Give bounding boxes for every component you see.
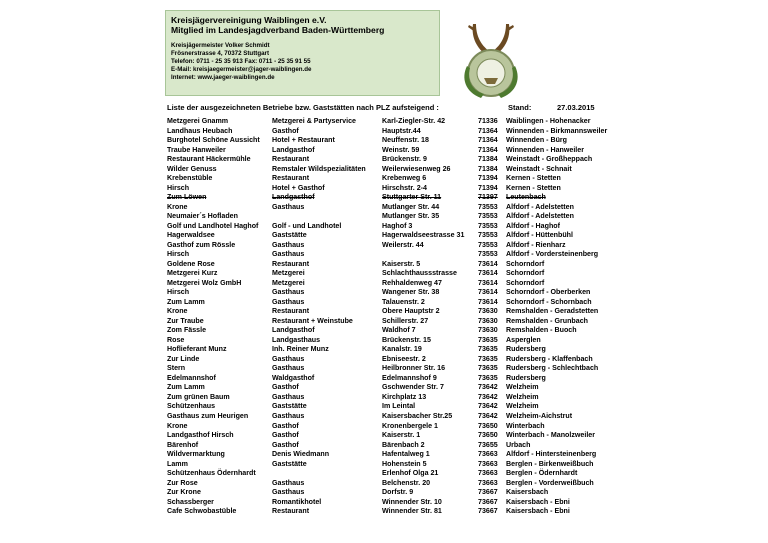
postal-code: 73630: [478, 326, 498, 335]
city-name: Rudersberg - Schlechtbach: [506, 364, 599, 373]
city-name: Alfdorf - Rienharz: [506, 240, 566, 249]
city-name: Kaisersbach - Ebni: [506, 497, 570, 506]
street-address: Winnender Str. 10: [382, 497, 442, 506]
business-name: Cafe Schwobastüble: [167, 507, 237, 516]
business-type: Metzgerei & Partyservice: [272, 117, 356, 125]
business-type: Gasthof: [272, 126, 299, 135]
business-type: Restaurant: [272, 259, 310, 268]
list-row: [0, 127, 768, 137]
postal-code: 73614: [478, 288, 498, 297]
city-name: Kaisersbach: [506, 488, 549, 497]
city-name: Berglen - Vorderweißbuch: [506, 478, 594, 487]
city-name: Winnenden - Bürg: [506, 136, 568, 145]
street-address: Ebniseestr. 2: [382, 354, 426, 363]
business-name: Zur Krone: [167, 488, 201, 497]
list-row: [0, 184, 768, 194]
business-type: Restaurant + Weinstube: [272, 316, 353, 325]
street-address: Krebenweg 6: [382, 174, 427, 183]
city-name: Alfdorf - Hintersteinenberg: [506, 450, 597, 459]
business-name: Zom Fässle: [167, 326, 207, 335]
postal-code: 73650: [478, 421, 498, 430]
business-type: Inh. Reiner Munz: [272, 345, 329, 354]
business-type: Gasthaus: [272, 240, 305, 249]
street-address: Waldhof 7: [382, 326, 416, 335]
postal-code: 73635: [478, 373, 498, 382]
business-name: Schassberger: [167, 497, 214, 506]
postal-code: 73614: [478, 269, 498, 278]
postal-code: 73553: [478, 240, 498, 249]
business-name: Edelmannshof: [167, 373, 216, 382]
street-address: Brückenstr. 9: [382, 155, 427, 164]
list-row: [0, 165, 768, 175]
city-name: Welzheim: [506, 392, 539, 401]
street-address: Rehhaldenweg 47: [382, 278, 442, 287]
city-name: Welzheim-Aichstrut: [506, 411, 573, 420]
list-row: [0, 269, 768, 279]
business-name: Zur Traube: [167, 316, 204, 325]
list-row: [0, 212, 768, 222]
list-row: [0, 250, 768, 260]
list-row: [0, 260, 768, 270]
city-name: Asperglen: [506, 335, 541, 344]
business-type: Landgasthof: [272, 326, 315, 335]
list-row: [0, 364, 768, 374]
street-address: Stuttgarter Str. 11: [382, 193, 442, 202]
postal-code: 73642: [478, 402, 498, 411]
business-type: Gaststätte: [272, 459, 307, 468]
city-name: Welzheim: [506, 402, 539, 411]
list-row: [0, 412, 768, 422]
postal-code: 73553: [478, 231, 498, 240]
street-address: Neuffenstr. 18: [382, 136, 429, 145]
street-address: Hohenstein 5: [382, 459, 427, 468]
city-name: Alfdorf - Hüttenbühl: [506, 231, 573, 240]
postal-code: 73663: [478, 478, 498, 487]
street-address: Kanalstr. 19: [382, 345, 422, 354]
business-name: Wildvermarktung: [167, 450, 225, 459]
business-type: Restaurant: [272, 174, 310, 183]
business-type: Gasthof: [272, 431, 299, 440]
street-address: Heilbronner Str. 16: [382, 364, 446, 373]
street-address: Hauptstr.44: [382, 126, 421, 135]
list-row: [0, 355, 768, 365]
business-type: Gasthaus: [272, 411, 305, 420]
business-name: Hirsch: [167, 183, 190, 192]
street-address: Hagerwaldseestrasse 31: [382, 231, 465, 240]
list-heading: Liste der ausgezeichneten Betriebe bzw. Gaststätten nach PLZ aufsteigend :: [167, 103, 439, 112]
business-name: Bärenhof: [167, 440, 199, 449]
list-row: [0, 393, 768, 403]
street-address: Im Leintal: [382, 402, 416, 411]
business-name: Hirsch: [167, 288, 190, 297]
street-address: Erlenhof Olga 21: [382, 469, 439, 478]
business-name: Zur Linde: [167, 354, 200, 363]
postal-code: 71364: [478, 126, 498, 135]
postal-code: 73635: [478, 364, 498, 373]
postal-code: 73655: [478, 440, 498, 449]
business-name: Hoflieferant Munz: [167, 345, 227, 354]
business-name: Burghotel Schöne Aussicht: [167, 136, 260, 145]
business-name: Goldene Rose: [167, 259, 215, 268]
city-name: Weinstadt - Schnait: [506, 164, 572, 173]
postal-code: 73635: [478, 354, 498, 363]
contact-phone: Telefon: 0711 - 25 35 913 Fax: 0711 - 25 35 91 55: [171, 58, 311, 65]
postal-code: 71384: [478, 155, 498, 164]
postal-code: 73635: [478, 335, 498, 344]
business-name: Schützenhaus: [167, 402, 216, 411]
contact-website: Internet: www.jaeger-waiblingen.de: [171, 74, 275, 81]
business-type: Gasthaus: [272, 354, 305, 363]
business-name: Traube Hanweiler: [167, 145, 226, 154]
business-type: Remstaler Wildspezialitäten: [272, 164, 366, 173]
business-type: Waldgasthof: [272, 373, 315, 382]
street-address: Belchenstr. 20: [382, 478, 431, 487]
postal-code: 73553: [478, 221, 498, 230]
business-name: Zum grünen Baum: [167, 392, 230, 401]
list-row: [0, 336, 768, 346]
postal-code: 71336: [478, 117, 498, 125]
business-list: [0, 117, 768, 517]
business-type: Gasthaus: [272, 488, 305, 497]
list-row: [0, 345, 768, 355]
list-row: [0, 431, 768, 441]
street-address: Edelmannshof 9: [382, 373, 437, 382]
city-name: Rudersberg - Klaffenbach: [506, 354, 593, 363]
city-name: Alfdorf - Adelstetten: [506, 212, 574, 221]
business-name: Neumaier´s Hofladen: [167, 212, 238, 221]
city-name: Winterbach - Manolzweiler: [506, 431, 596, 440]
street-address: Mutlanger Str. 44: [382, 202, 440, 211]
postal-code: 73650: [478, 431, 498, 440]
postal-code: 73667: [478, 488, 498, 497]
list-row: [0, 279, 768, 289]
city-name: Kernen - Stetten: [506, 174, 561, 183]
postal-code: 73553: [478, 212, 498, 221]
business-type: Hotel + Restaurant: [272, 136, 335, 145]
list-row: [0, 488, 768, 498]
street-address: Kronenbergele 1: [382, 421, 438, 430]
postal-code: 71364: [478, 136, 498, 145]
city-name: Schorndorf: [506, 269, 545, 278]
postal-code: 71394: [478, 174, 498, 183]
business-type: Gasthof: [272, 383, 299, 392]
list-row: [0, 288, 768, 298]
postal-code: 73667: [478, 497, 498, 506]
business-type: Golf - und Landhotel: [272, 221, 342, 230]
postal-code: 73614: [478, 259, 498, 268]
business-type: Gasthaus: [272, 364, 305, 373]
city-name: Berglen - Ödernhardt: [506, 469, 578, 478]
business-type: Gaststätte: [272, 402, 307, 411]
postal-code: 73667: [478, 507, 498, 516]
business-name: Gasthaus zum Heurigen: [167, 411, 249, 420]
contact-address: Frösnerstrasse 4, 70372 Stuttgart: [171, 50, 270, 57]
street-address: Karl-Ziegler-Str. 42: [382, 117, 446, 125]
business-name: Zum Lamm: [167, 383, 205, 392]
list-row: [0, 203, 768, 213]
city-name: Urbach: [506, 440, 531, 449]
business-name: Gasthof zum Rössle: [167, 240, 236, 249]
street-address: Gschwender Str. 7: [382, 383, 444, 392]
business-name: Lamm: [167, 459, 188, 468]
city-name: Kernen - Stetten: [506, 183, 561, 192]
business-name: Krone: [167, 307, 188, 316]
business-type: Gasthaus: [272, 478, 305, 487]
business-name: Schützenhaus Ödernhardt: [167, 469, 256, 478]
list-row: [0, 460, 768, 470]
street-address: Kirchplatz 13: [382, 392, 427, 401]
business-name: Krebenstüble: [167, 174, 213, 183]
list-row: [0, 174, 768, 184]
list-row: [0, 155, 768, 165]
business-name: Zur Rose: [167, 478, 198, 487]
business-name: Metzgerei Wolz GmbH: [167, 278, 242, 287]
city-name: Remshalden - Geradstetten: [506, 307, 599, 316]
list-row: [0, 241, 768, 251]
business-name: Hagerwaldsee: [167, 231, 215, 240]
list-row: [0, 469, 768, 479]
city-name: Alfdorf - Haghof: [506, 221, 560, 230]
business-type: Metzgerei: [272, 269, 305, 278]
business-name: Golf und Landhotel Haghof: [167, 221, 259, 230]
org-membership: Mitglied im Landesjagdverband Baden-Württemberg: [171, 25, 385, 35]
business-name: Landhaus Heubach: [167, 126, 233, 135]
city-name: Remshalden - Grunbach: [506, 316, 588, 325]
city-name: Schorndorf - Oberberken: [506, 288, 591, 297]
business-name: Rose: [167, 335, 185, 344]
city-name: Schorndorf - Schornbach: [506, 297, 592, 306]
postal-code: 73630: [478, 316, 498, 325]
business-type: Metzgerei: [272, 278, 305, 287]
business-type: Landgasthof: [272, 145, 315, 154]
list-row: [0, 402, 768, 412]
business-name: Metzgerei Gnamm: [167, 117, 229, 125]
postal-code: 73663: [478, 469, 498, 478]
list-row: [0, 193, 768, 203]
postal-code: 73614: [478, 297, 498, 306]
business-name: Wilder Genuss: [167, 164, 217, 173]
business-type: Gasthof: [272, 440, 299, 449]
street-address: Wangener Str. 38: [382, 288, 440, 297]
list-row: [0, 422, 768, 432]
street-address: Winnender Str. 81: [382, 507, 442, 516]
business-type: Gasthaus: [272, 297, 305, 306]
list-row: [0, 383, 768, 393]
street-address: Weinstr. 59: [382, 145, 420, 154]
postal-code: 73630: [478, 307, 498, 316]
street-address: Kaiserstr. 5: [382, 259, 421, 268]
list-row: [0, 326, 768, 336]
list-row: [0, 231, 768, 241]
hunters-association-logo: [451, 18, 531, 104]
business-name: Zum Lamm: [167, 297, 205, 306]
postal-code: 73663: [478, 459, 498, 468]
business-type: Restaurant: [272, 507, 310, 516]
list-row: [0, 507, 768, 517]
list-row: [0, 117, 768, 127]
city-name: Schorndorf: [506, 259, 545, 268]
business-type: Gasthaus: [272, 392, 305, 401]
postal-code: 73642: [478, 411, 498, 420]
list-row: [0, 498, 768, 508]
business-name: Zum Löwen: [167, 193, 207, 202]
street-address: Haghof 3: [382, 221, 413, 230]
business-type: Gasthof: [272, 421, 299, 430]
street-address: Schlachthaussstrasse: [382, 269, 457, 278]
street-address: Kaisersbacher Str.25: [382, 411, 453, 420]
business-name: Restaurant Häckermühle: [167, 155, 251, 164]
city-name: Rudersberg: [506, 373, 546, 382]
street-address: Dorfstr. 9: [382, 488, 414, 497]
city-name: Alfdorf - Vordersteinenberg: [506, 250, 599, 259]
city-name: Leutenbach: [506, 193, 546, 202]
city-name: Remshalden - Buoch: [506, 326, 577, 335]
business-type: Romantikhotel: [272, 497, 322, 506]
business-type: Gasthaus: [272, 202, 305, 211]
city-name: Kaisersbach - Ebni: [506, 507, 570, 516]
postal-code: 73635: [478, 345, 498, 354]
business-type: Landgasthof: [272, 193, 315, 202]
street-address: Talauenstr. 2: [382, 297, 425, 306]
postal-code: 71384: [478, 164, 498, 173]
business-name: Krone: [167, 202, 188, 211]
city-name: Welzheim: [506, 383, 539, 392]
stand-label: Stand:: [508, 103, 532, 112]
list-row: [0, 450, 768, 460]
business-name: Landgasthof Hirsch: [167, 431, 234, 440]
postal-code: 73642: [478, 392, 498, 401]
street-address: Kaiserstr. 1: [382, 431, 421, 440]
business-type: Gasthaus: [272, 288, 305, 297]
business-type: Gaststätte: [272, 231, 307, 240]
list-row: [0, 374, 768, 384]
postal-code: 73663: [478, 450, 498, 459]
city-name: Rudersberg: [506, 345, 546, 354]
street-address: Hafentalweg 1: [382, 450, 430, 459]
city-name: Weinstadt - Großheppach: [506, 155, 593, 164]
postal-code: 73553: [478, 250, 498, 259]
list-row: [0, 136, 768, 146]
business-type: Gasthaus: [272, 250, 305, 259]
business-type: Restaurant: [272, 307, 310, 316]
list-row: [0, 146, 768, 156]
city-name: Winnenden - Birkmannsweiler: [506, 126, 608, 135]
city-name: Winterbach: [506, 421, 545, 430]
street-address: Weilerwiesenweg 26: [382, 164, 451, 173]
street-address: Mutlanger Str. 35: [382, 212, 440, 221]
business-name: Hirsch: [167, 250, 190, 259]
city-name: Alfdorf - Adelstetten: [506, 202, 574, 211]
street-address: Brückenstr. 15: [382, 335, 431, 344]
list-row: [0, 479, 768, 489]
business-type: Restaurant: [272, 155, 310, 164]
business-name: Stern: [167, 364, 186, 373]
postal-code: 71364: [478, 145, 498, 154]
postal-code: 71397: [478, 193, 498, 202]
contact-person: Kreisjägermeister Volker Schmidt: [171, 42, 270, 49]
city-name: Waiblingen - Hohenacker: [506, 117, 591, 125]
business-type: Denis Wiedmann: [272, 450, 330, 459]
street-address: Hirschstr. 2-4: [382, 183, 427, 192]
list-row: [0, 298, 768, 308]
street-address: Weilerstr. 44: [382, 240, 424, 249]
street-address: Obere Hauptstr 2: [382, 307, 440, 316]
postal-code: 73553: [478, 202, 498, 211]
list-row: [0, 441, 768, 451]
city-name: Schorndorf: [506, 278, 545, 287]
org-name: Kreisjägervereinigung Waiblingen e.V.: [171, 15, 327, 25]
header-box: [165, 10, 440, 96]
list-row: [0, 307, 768, 317]
business-type: Hotel + Gasthof: [272, 183, 325, 192]
contact-email: E-Mail: kreisjaegermeister@jager-waiblingen.de: [171, 66, 312, 73]
stand-date: 27.03.2015: [557, 103, 595, 112]
postal-code: 73614: [478, 278, 498, 287]
business-type: Landgasthaus: [272, 335, 321, 344]
city-name: Berglen - Birkenweißbuch: [506, 459, 594, 468]
business-name: Krone: [167, 421, 188, 430]
city-name: Winnenden - Hanweiler: [506, 145, 584, 154]
business-name: Metzgerei Kurz: [167, 269, 218, 278]
list-row: [0, 222, 768, 232]
list-row: [0, 317, 768, 327]
postal-code: 71394: [478, 183, 498, 192]
street-address: Schillerstr. 27: [382, 316, 429, 325]
street-address: Bärenbach 2: [382, 440, 425, 449]
postal-code: 73642: [478, 383, 498, 392]
